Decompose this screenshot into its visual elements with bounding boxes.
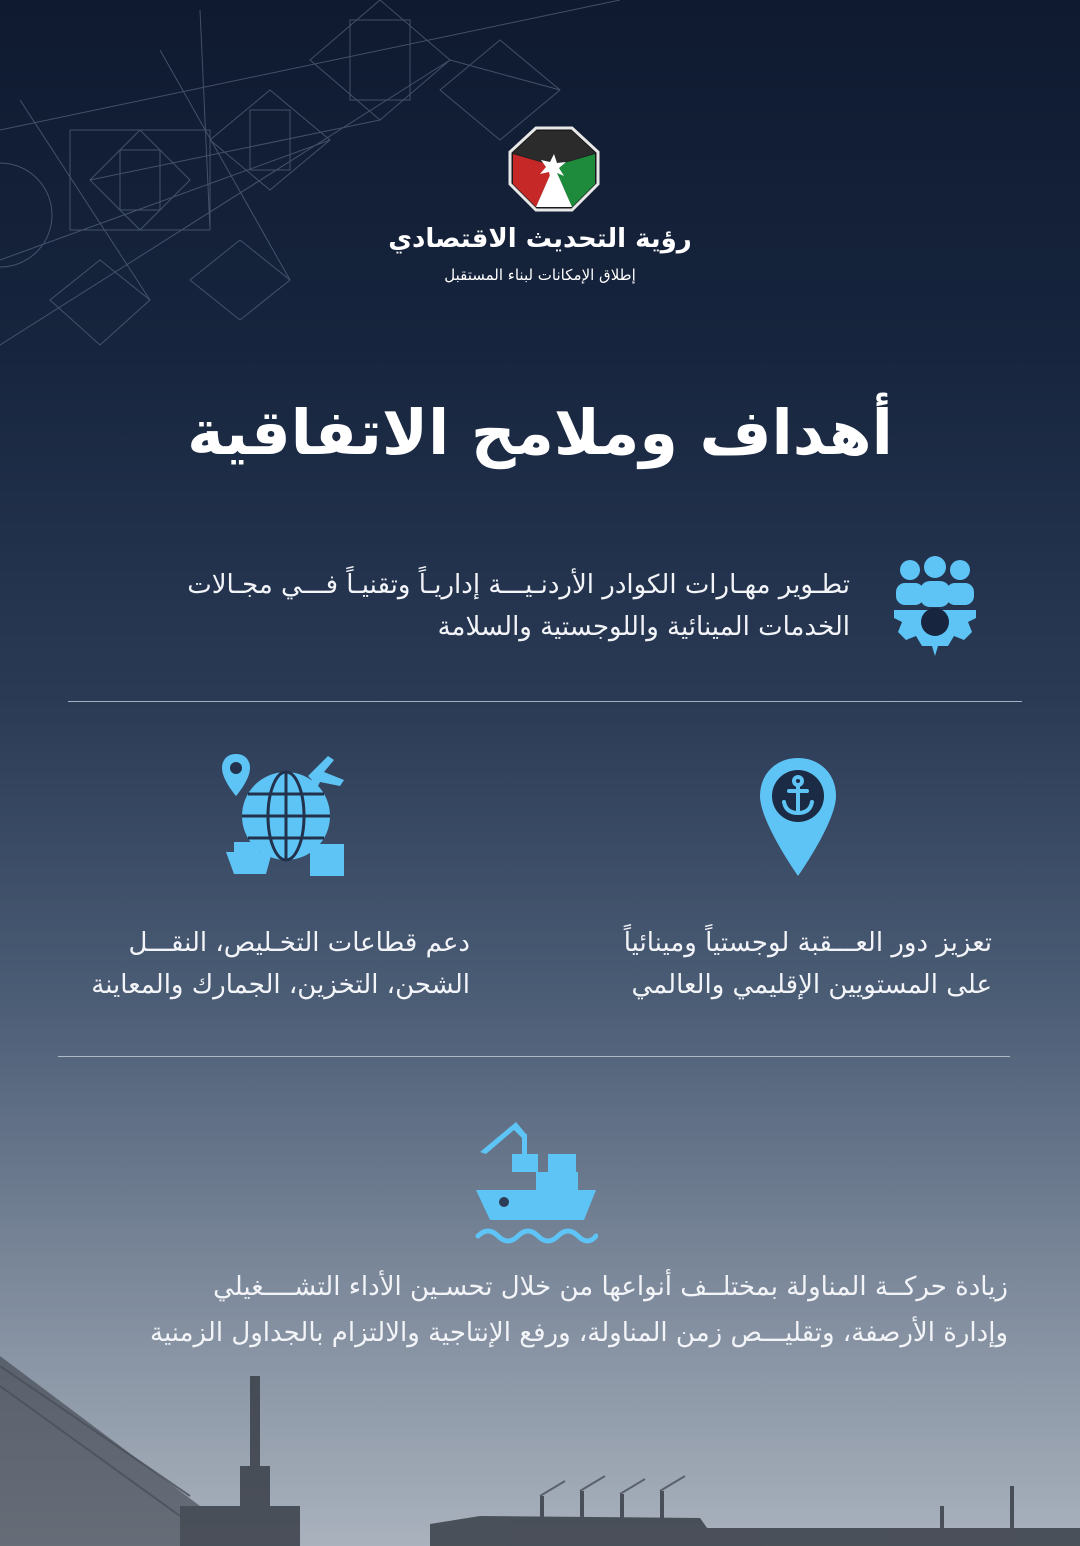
divider-2 (58, 1056, 1010, 1057)
divider-1 (68, 701, 1022, 702)
anchor-location-pin-icon (758, 756, 838, 878)
brand-title: رؤية التحديث الاقتصادي (388, 224, 692, 254)
brand-subtitle: إطلاق الإمكانات لبناء المستقبل (444, 266, 636, 284)
economic-modernization-vision-logo (508, 126, 600, 212)
goal-4-line-2: وإدارة الأرصفة، وتقليـــص زمن المناولة، ورفع الإنتاجية والالتزام بالجداول الزمنية (150, 1318, 1008, 1348)
goal-text-3 (60, 922, 470, 1006)
page-title: أهداف وملامح الاتفاقية (187, 396, 893, 469)
goal-2-line-2: على المستويين الإقليمي والعالمي (631, 970, 992, 1000)
goal-2-line-1: تعزيز دور العـــقبة لوجستياً ومينائياً (623, 928, 992, 958)
team-gear-icon (888, 556, 982, 660)
goal-1-line-1: تطـوير مهـارات الكوادر الأردنـيـــة إداريـاً وتقنيـاً فـــي مجـالات (187, 570, 850, 600)
global-logistics-icon (220, 752, 350, 880)
goal-4-line-1: زيادة حركــة المناولة بمختلــف أنواعها من خلال تحسـين الأداء التشــــغيلي (213, 1272, 1008, 1302)
goal-3-line-2: الشحن، التخزين، الجمارك والمعاينة (91, 970, 470, 1000)
goal-1-line-2: الخدمات المينائية واللوجستية والسلامة (437, 612, 850, 642)
cargo-ship-crane-icon (474, 1120, 598, 1244)
port-cranes-background (0, 1346, 1080, 1546)
goal-3-line-1: دعم قطاعات التخـليص، النقـــل (128, 928, 470, 958)
goal-text-4 (50, 1264, 1008, 1356)
goal-text-1 (60, 564, 850, 648)
goal-text-2 (560, 922, 992, 1006)
